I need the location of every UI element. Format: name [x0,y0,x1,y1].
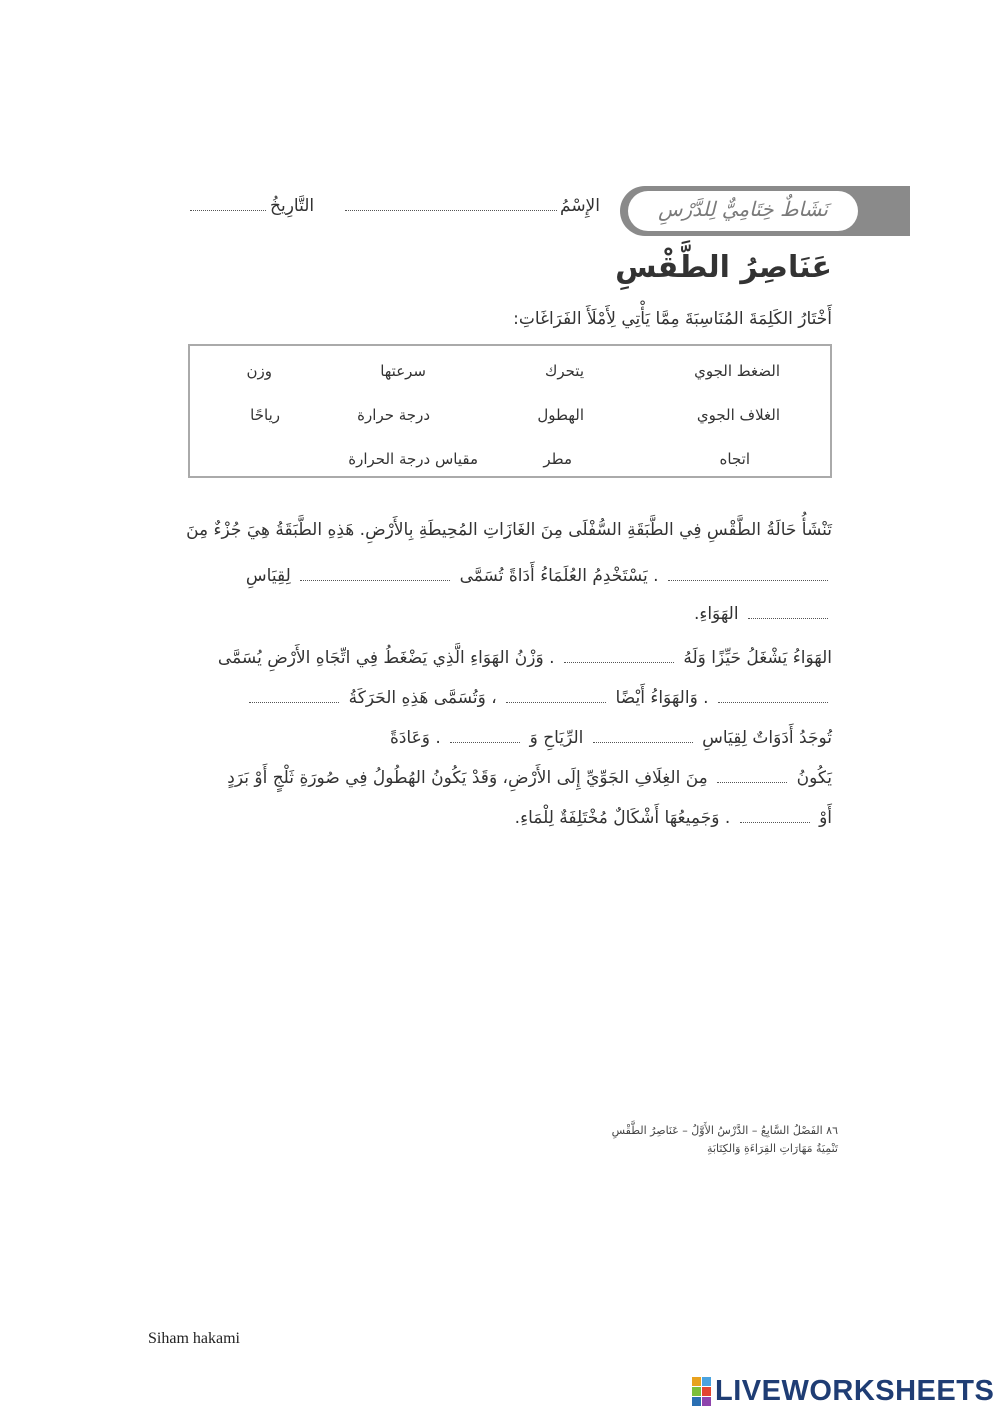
passage-line-4 [218,648,832,668]
logo-square [692,1397,701,1406]
passage-text: . يَسْتَخْدِمُ العُلَمَاءُ أَدَاةً تُسَمَّى [459,566,659,586]
word-bank-item: الهطول [537,406,584,424]
passage-text: يَكُونُ [796,768,832,788]
date-field[interactable] [190,210,266,211]
passage-line-1 [186,520,832,540]
word-bank-item: الغلاف الجوي [696,406,780,424]
footnote-line-2: تَنْمِيَةُ مَهَارَاتِ القِرَاءَةِ وَالكِتَابَةِ [707,1142,838,1155]
passage-text: أَوْ [819,808,832,828]
word-bank [188,344,832,478]
brand-name: LIVEWORKSHEETS [715,1374,995,1407]
blank-field[interactable] [718,688,828,703]
passage-text: . وَزْنُ الهَوَاءِ الَّذِي يَضْغَطُ فِي اتِّجَاهِ الأَرْضِ يُسَمَّى [217,648,555,668]
blank-field[interactable] [717,768,787,783]
passage-text: مِنَ الغِلَافِ الجَوِّيِّ إِلَى الأَرْضِ، وَقَدْ يَكُونُ الهُطُولُ فِي صُورَةِ ثَلْجٍ أَوْ بَرَدٍ [227,768,708,788]
logo-square [692,1377,701,1386]
banner-pill [628,191,858,231]
logo-square [702,1387,711,1396]
word-bank-item: مقياس درجة الحرارة [348,450,478,468]
word-bank-item: اتجاه [719,450,750,468]
passage-text: الرِّيَاحِ وَ [529,728,584,748]
blank-field[interactable] [740,808,810,823]
date-label: التَّارِيخُ [270,196,315,216]
logo-square [702,1397,711,1406]
logo-square [692,1387,701,1396]
passage-line-7 [227,768,832,788]
page-title: عَنَاصِرُ الطَّقْسِ [615,250,832,285]
passage-line-3 [694,604,832,624]
passage-text: ، وَتُسَمَّى هَذِهِ الحَرَكَةُ [348,688,497,708]
blank-field[interactable] [564,648,674,663]
word-bank-item: وزن [246,362,272,380]
blank-field[interactable] [506,688,606,703]
passage-text: . وَجَمِيعُهَا أَشْكَالٌ مُخْتَلِفَةٌ لِلْمَاءِ. [514,808,731,828]
word-bank-item: الضغط الجوي [694,362,780,380]
activity-banner [620,186,910,236]
author-name: Siham hakami [148,1330,240,1347]
blank-field[interactable] [450,728,520,743]
instruction-text: أَخْتَارُ الكَلِمَةَ المُنَاسِبَةَ مِمَّا يَأْتِي لِأَمْلَأَ الفَرَاغَاتِ: [513,309,832,329]
passage-text: . وَالهَوَاءُ أَيْضًا [615,688,709,708]
brand-footer [692,1376,994,1406]
banner-title: نَشَاطٌ خِتَامِيٌّ لِلدَّرْسِ [658,197,828,221]
word-bank-item: سرعتها [380,362,426,380]
blank-field[interactable] [748,604,828,619]
passage-line-5 [245,688,832,708]
name-field[interactable] [345,210,557,211]
passage-text: تَنْشَأُ حَالَةُ الطَّقْسِ فِي الطَّبَقَةِ السُّفْلَى مِنَ الغَازَاتِ المُحِيطَةِ بِالأَرْضِ. هَذِهِ الطَّبَقَةُ هِيَ جُزْءٌ مِنَ [186,520,832,540]
word-bank-item: يتحرك [544,362,584,380]
liveworksheets-logo-icon [692,1377,711,1406]
word-bank-item: درجة حرارة [357,406,430,424]
passage-text: الهَوَاءِ. [693,604,739,624]
blank-field[interactable] [300,566,450,581]
blank-field[interactable] [593,728,693,743]
passage-text: تُوجَدُ أَدَوَاتٌ لِقِيَاسِ [702,728,832,748]
passage-line-6 [390,728,832,748]
passage-text: الهَوَاءُ يَشْغَلُ حَيِّزًا وَلَهُ [683,648,832,668]
passage-line-8 [515,808,832,828]
footnote-line-1: ٨٦ الفَصْلُ السَّابِعُ – الدَّرْسُ الأَوَّلُ – عَنَاصِرُ الطَّقْسِ [611,1124,838,1137]
name-label: الإِسْمُ [560,196,600,216]
logo-square [702,1377,711,1386]
blank-field[interactable] [668,566,828,581]
blank-field[interactable] [249,688,339,703]
passage-text: لِقِيَاسِ [245,566,291,586]
passage-text: . وَعَادَةً [389,728,441,748]
word-bank-item: رياحًا [250,406,280,424]
word-bank-item: مطر [543,450,572,468]
passage-line-2 [246,566,832,586]
